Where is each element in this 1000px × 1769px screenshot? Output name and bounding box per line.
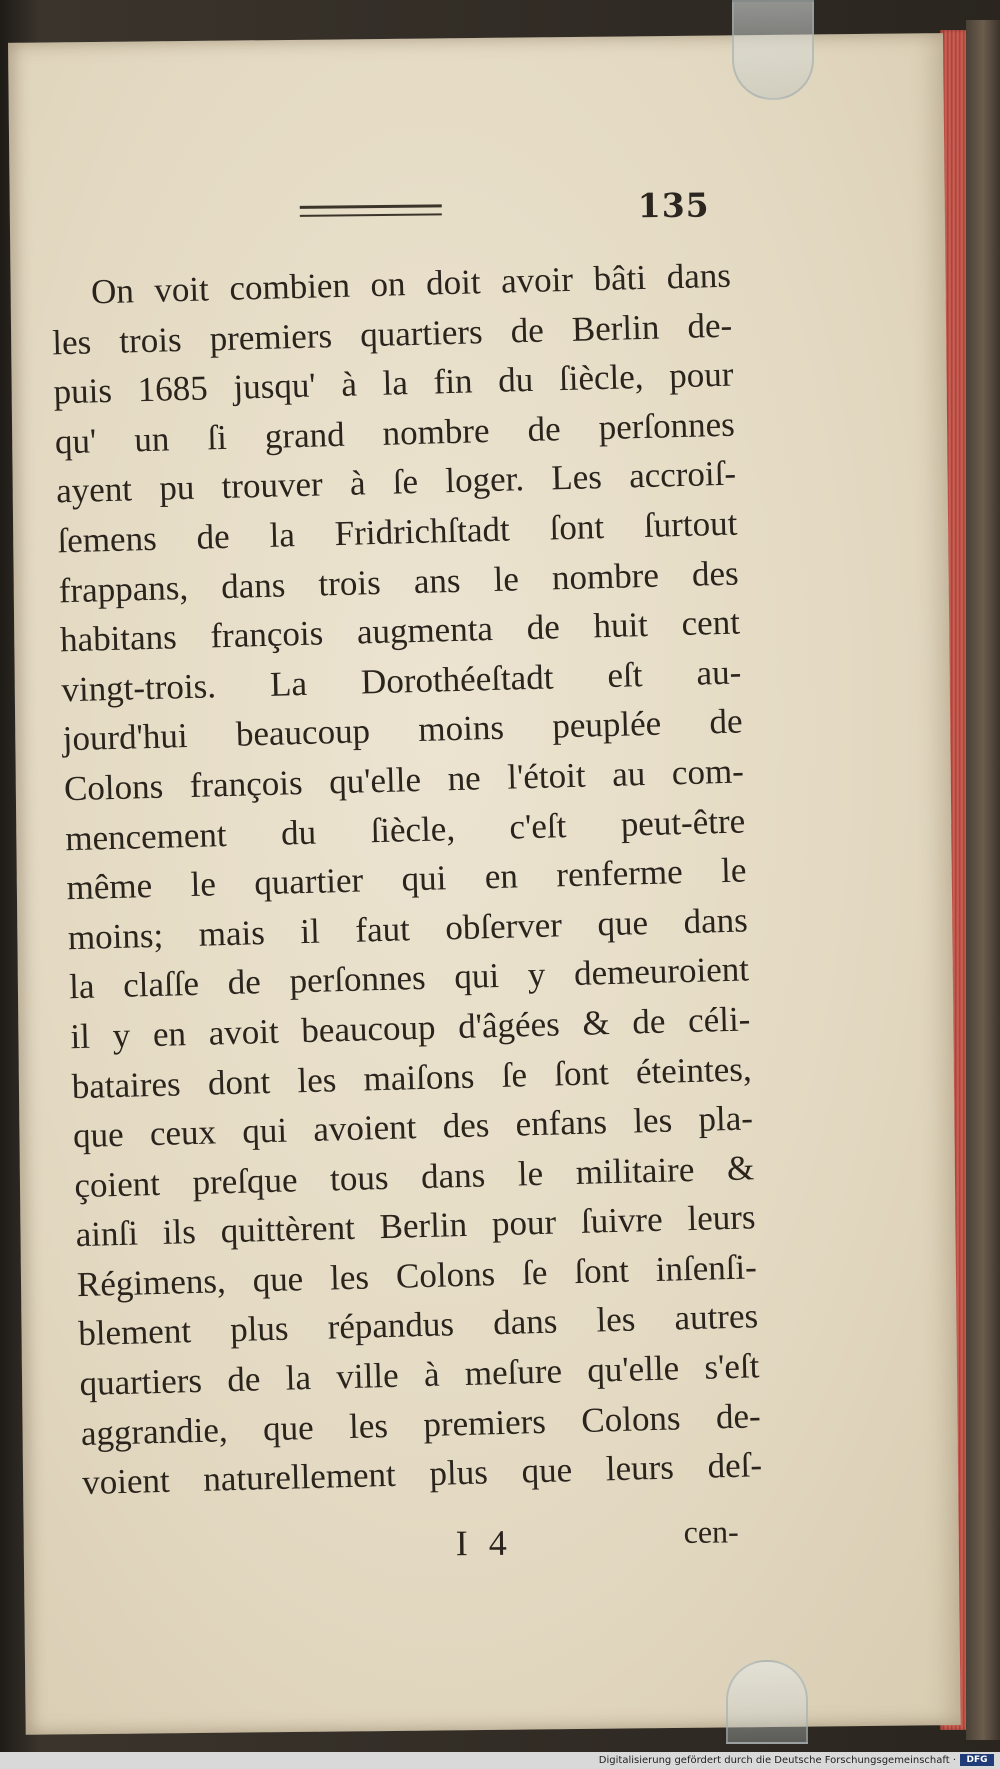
text-line: jourd'hui beaucoup moins peuplée de xyxy=(62,701,743,759)
text-line: que ceux qui avoient des enfans les pla- xyxy=(72,1098,754,1156)
text-line: çoient preſque tous dans le militaire & xyxy=(73,1148,755,1205)
text-line: même le quartier qui en renferme le xyxy=(66,850,747,908)
page-number: 135 xyxy=(637,185,710,226)
digitization-footer xyxy=(0,1752,1000,1769)
book-binding xyxy=(966,20,1000,1740)
text-line: voient naturellement plus que leurs deſ- xyxy=(81,1445,763,1503)
text-line: ayent pu trouver à ſe loger. Les accroiſ- xyxy=(55,453,737,511)
text-line: ſemens de la Fridrichſtadt ſont ſurtout xyxy=(57,503,738,561)
text-line: bataires dont les maiſons ſe ſont éteintes, xyxy=(71,1048,753,1106)
text-line: il y en avoit beaucoup d'âgées & de céli- xyxy=(69,999,751,1057)
body-text xyxy=(50,251,762,1508)
text-line: frappans, dans trois ans le nombre des xyxy=(58,553,740,610)
page-clip-bottom xyxy=(726,1660,808,1744)
catchword: cen- xyxy=(683,1513,739,1550)
text-line: puis 1685 jusqu' à la fin du ſiècle, pour xyxy=(53,354,734,412)
text-line: qu' un ſi grand nombre de perſonnes xyxy=(54,404,736,462)
book-page xyxy=(8,33,961,1735)
text-line: ainſi ils quittèrent Berlin pour ſuivre leurs xyxy=(75,1197,756,1255)
text-line: les trois premiers quartiers de Berlin de- xyxy=(51,305,733,363)
text-line: aggrandie, que les premiers Colons de- xyxy=(80,1395,762,1453)
header-ornament-rule xyxy=(300,204,442,216)
text-line: moins; mais il faut obſerver que dans xyxy=(67,900,749,957)
text-line: blement plus répandus dans les autres xyxy=(77,1296,759,1354)
dfg-logo-icon: DFG xyxy=(960,1754,994,1766)
text-line: la claſſe de perſonnes qui y demeuroient xyxy=(68,949,750,1007)
footer-credit-text: Digitalisierung gefördert durch die Deutsche Forschungsgemeinschaft · xyxy=(598,1755,956,1766)
text-line: Régimens, que les Colons ſe ſont inſenſi- xyxy=(76,1247,758,1304)
text-line: quartiers de la ville à meſure qu'elle s'eſt xyxy=(79,1346,760,1404)
text-line: On voit combien on doit avoir bâti dans xyxy=(90,255,732,312)
page-clip-top xyxy=(732,0,814,100)
signature-mark: I 4 xyxy=(455,1522,513,1564)
text-line: vingt-trois. La Dorothéeſtadt eſt au- xyxy=(60,652,742,710)
text-line: mencement du ſiècle, c'eſt peut-être xyxy=(64,801,746,858)
text-line: habitans françois augmenta de huit cent xyxy=(59,602,741,660)
text-line: Colons françois qu'elle ne l'étoit au com- xyxy=(63,751,745,809)
